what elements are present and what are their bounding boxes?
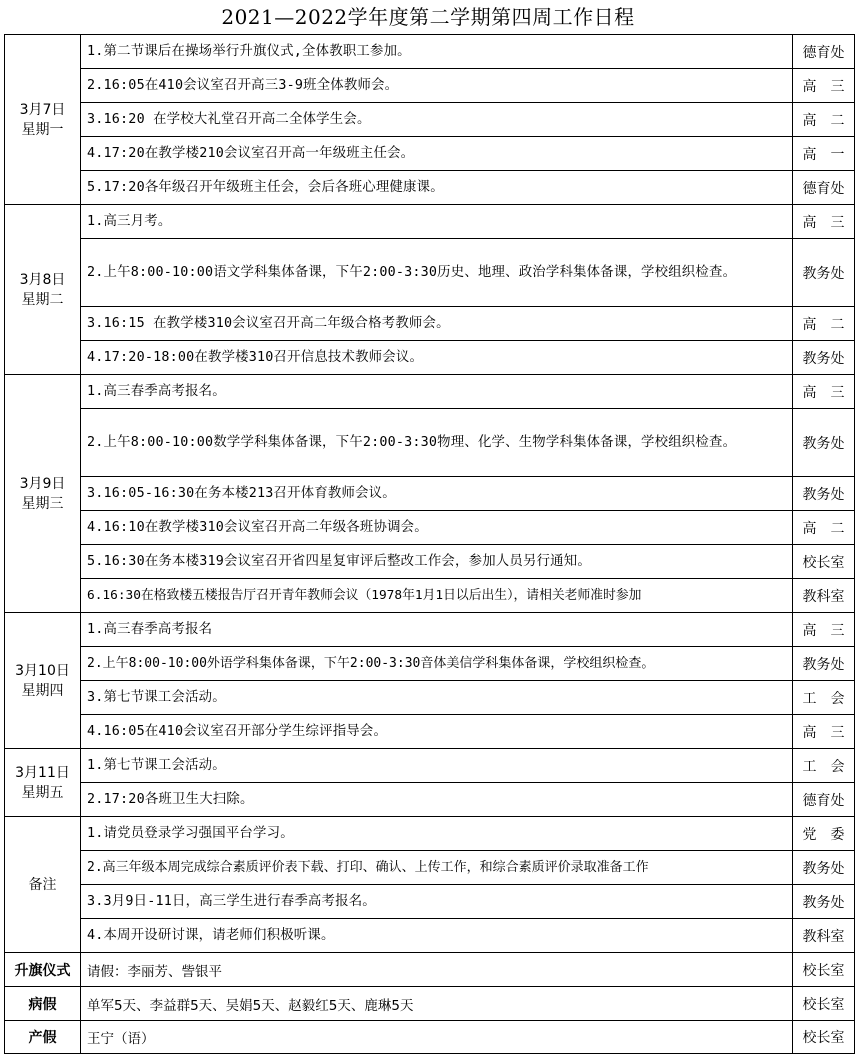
task-text: 1.第七节课工会活动。: [81, 749, 793, 783]
table-row: [5, 987, 855, 1021]
day-cell-fri: [5, 749, 81, 817]
table-row: [5, 647, 855, 681]
day-weekday: 星期三: [21, 495, 64, 512]
task-dept: 高 二: [793, 511, 855, 545]
schedule-table: [4, 34, 855, 1054]
task-text: 1.第二节课后在操场举行升旗仪式,全体教职工参加。: [81, 35, 793, 69]
task-dept: 教务处: [793, 477, 855, 511]
table-row: [5, 477, 855, 511]
note-text: 2.高三年级本周完成综合素质评价表下载、打印、确认、上传工作，和综合素质评价录取准备工作: [81, 851, 793, 885]
task-dept: 高 二: [793, 307, 855, 341]
task-dept: 教务处: [793, 409, 855, 477]
maternity-leave-dept: 校长室: [793, 1021, 855, 1054]
task-text: 3.16:15 在教学楼310会议室召开高二年级合格考教师会。: [81, 307, 793, 341]
table-row: [5, 307, 855, 341]
table-row: [5, 783, 855, 817]
day-cell-mon: [5, 35, 81, 205]
task-dept: 教务处: [793, 341, 855, 375]
table-row: [5, 749, 855, 783]
table-row: [5, 137, 855, 171]
task-dept: 校长室: [793, 545, 855, 579]
table-row: [5, 171, 855, 205]
sick-leave-text: 单军5天、李益群5天、吴娟5天、赵毅红5天、鹿琳5天: [81, 987, 793, 1021]
day-date: 3月9日: [19, 475, 66, 492]
table-row: [5, 545, 855, 579]
table-row: [5, 851, 855, 885]
table-row: [5, 69, 855, 103]
table-row: [5, 715, 855, 749]
task-dept: 高 三: [793, 613, 855, 647]
task-text: 4.17:20-18:00在教学楼310召开信息技术教师会议。: [81, 341, 793, 375]
maternity-leave-label: 产假: [5, 1021, 81, 1054]
task-dept: 高 一: [793, 137, 855, 171]
table-row: [5, 205, 855, 239]
note-text: 3.3月9日-11日，高三学生进行春季高考报名。: [81, 885, 793, 919]
day-date: 3月7日: [19, 101, 66, 118]
flag-ceremony-dept: 校长室: [793, 953, 855, 987]
task-text: 4.16:10在教学楼310会议室召开高二年级各班协调会。: [81, 511, 793, 545]
day-weekday: 星期一: [21, 121, 64, 138]
task-text: 2.16:05在410会议室召开高三3-9班全体教师会。: [81, 69, 793, 103]
note-dept: 教务处: [793, 885, 855, 919]
day-cell-thu: [5, 613, 81, 749]
table-row: [5, 953, 855, 987]
flag-ceremony-text: 请假：李丽芳、訾银平: [81, 953, 793, 987]
task-dept: 德育处: [793, 171, 855, 205]
task-text: 5.16:30在务本楼319会议室召开省四星复审评后整改工作会，参加人员另行通知。: [81, 545, 793, 579]
table-row: [5, 817, 855, 851]
task-text: 5.17:20各年级召开年级班主任会，会后各班心理健康课。: [81, 171, 793, 205]
table-row: [5, 409, 855, 477]
task-dept: 德育处: [793, 35, 855, 69]
task-text: 3.16:20 在学校大礼堂召开高二全体学生会。: [81, 103, 793, 137]
table-row: [5, 341, 855, 375]
table-row: [5, 511, 855, 545]
task-dept: 高 三: [793, 69, 855, 103]
task-text: 4.17:20在教学楼210会议室召开高一年级班主任会。: [81, 137, 793, 171]
task-dept: 教务处: [793, 647, 855, 681]
task-dept: 高 三: [793, 205, 855, 239]
task-dept: 德育处: [793, 783, 855, 817]
task-text: 4.16:05在410会议室召开部分学生综评指导会。: [81, 715, 793, 749]
day-weekday: 星期二: [21, 291, 64, 308]
table-row: [5, 1021, 855, 1054]
task-text: 2.上午8:00-10:00外语学科集体备课，下午2:00-3:30音体美信学科集体备课，学校组织检查。: [81, 647, 793, 681]
day-date: 3月11日: [15, 764, 70, 781]
day-weekday: 星期五: [21, 784, 64, 801]
task-dept: 工 会: [793, 749, 855, 783]
day-cell-tue: [5, 205, 81, 375]
task-dept: 教务处: [793, 239, 855, 307]
note-text: 4.本周开设研讨课，请老师们积极听课。: [81, 919, 793, 953]
task-dept: 教科室: [793, 579, 855, 613]
task-text: 1.高三月考。: [81, 205, 793, 239]
table-row: [5, 613, 855, 647]
sick-leave-dept: 校长室: [793, 987, 855, 1021]
task-text: 2.上午8:00-10:00语文学科集体备课，下午2:00-3:30历史、地理、政治学科集体备课，学校组织检查。: [81, 239, 793, 307]
table-row: [5, 375, 855, 409]
flag-ceremony-label: 升旗仪式: [5, 953, 81, 987]
table-row: [5, 579, 855, 613]
day-cell-wed: [5, 375, 81, 613]
task-text: 2.17:20各班卫生大扫除。: [81, 783, 793, 817]
day-weekday: 星期四: [21, 682, 64, 699]
table-row: [5, 35, 855, 69]
table-row: [5, 239, 855, 307]
task-text: 3.16:05-16:30在务本楼213召开体育教师会议。: [81, 477, 793, 511]
task-dept: 高 三: [793, 375, 855, 409]
task-text: 1.高三春季高考报名: [81, 613, 793, 647]
table-row: [5, 919, 855, 953]
task-text: 1.高三春季高考报名。: [81, 375, 793, 409]
table-row: [5, 103, 855, 137]
table-row: [5, 885, 855, 919]
day-date: 3月10日: [15, 662, 70, 679]
day-date: 3月8日: [19, 271, 66, 288]
task-text: 3.第七节课工会活动。: [81, 681, 793, 715]
maternity-leave-text: 王宁（语）: [81, 1021, 793, 1054]
note-text: 1.请党员登录学习强国平台学习。: [81, 817, 793, 851]
task-text: 6.16:30在格致楼五楼报告厅召开青年教师会议（1978年1月1日以后出生），请相关老师准时参加: [81, 579, 793, 613]
note-dept: 教务处: [793, 851, 855, 885]
task-dept: 高 二: [793, 103, 855, 137]
notes-label: 备注: [5, 817, 81, 953]
table-row: [5, 681, 855, 715]
task-dept: 高 三: [793, 715, 855, 749]
task-text: 2.上午8:00-10:00数学学科集体备课，下午2:00-3:30物理、化学、生物学科集体备课，学校组织检查。: [81, 409, 793, 477]
note-dept: 党 委: [793, 817, 855, 851]
task-dept: 工 会: [793, 681, 855, 715]
sick-leave-label: 病假: [5, 987, 81, 1021]
page-title: 2021—2022学年度第二学期第四周工作日程: [221, 5, 635, 29]
note-dept: 教科室: [793, 919, 855, 953]
